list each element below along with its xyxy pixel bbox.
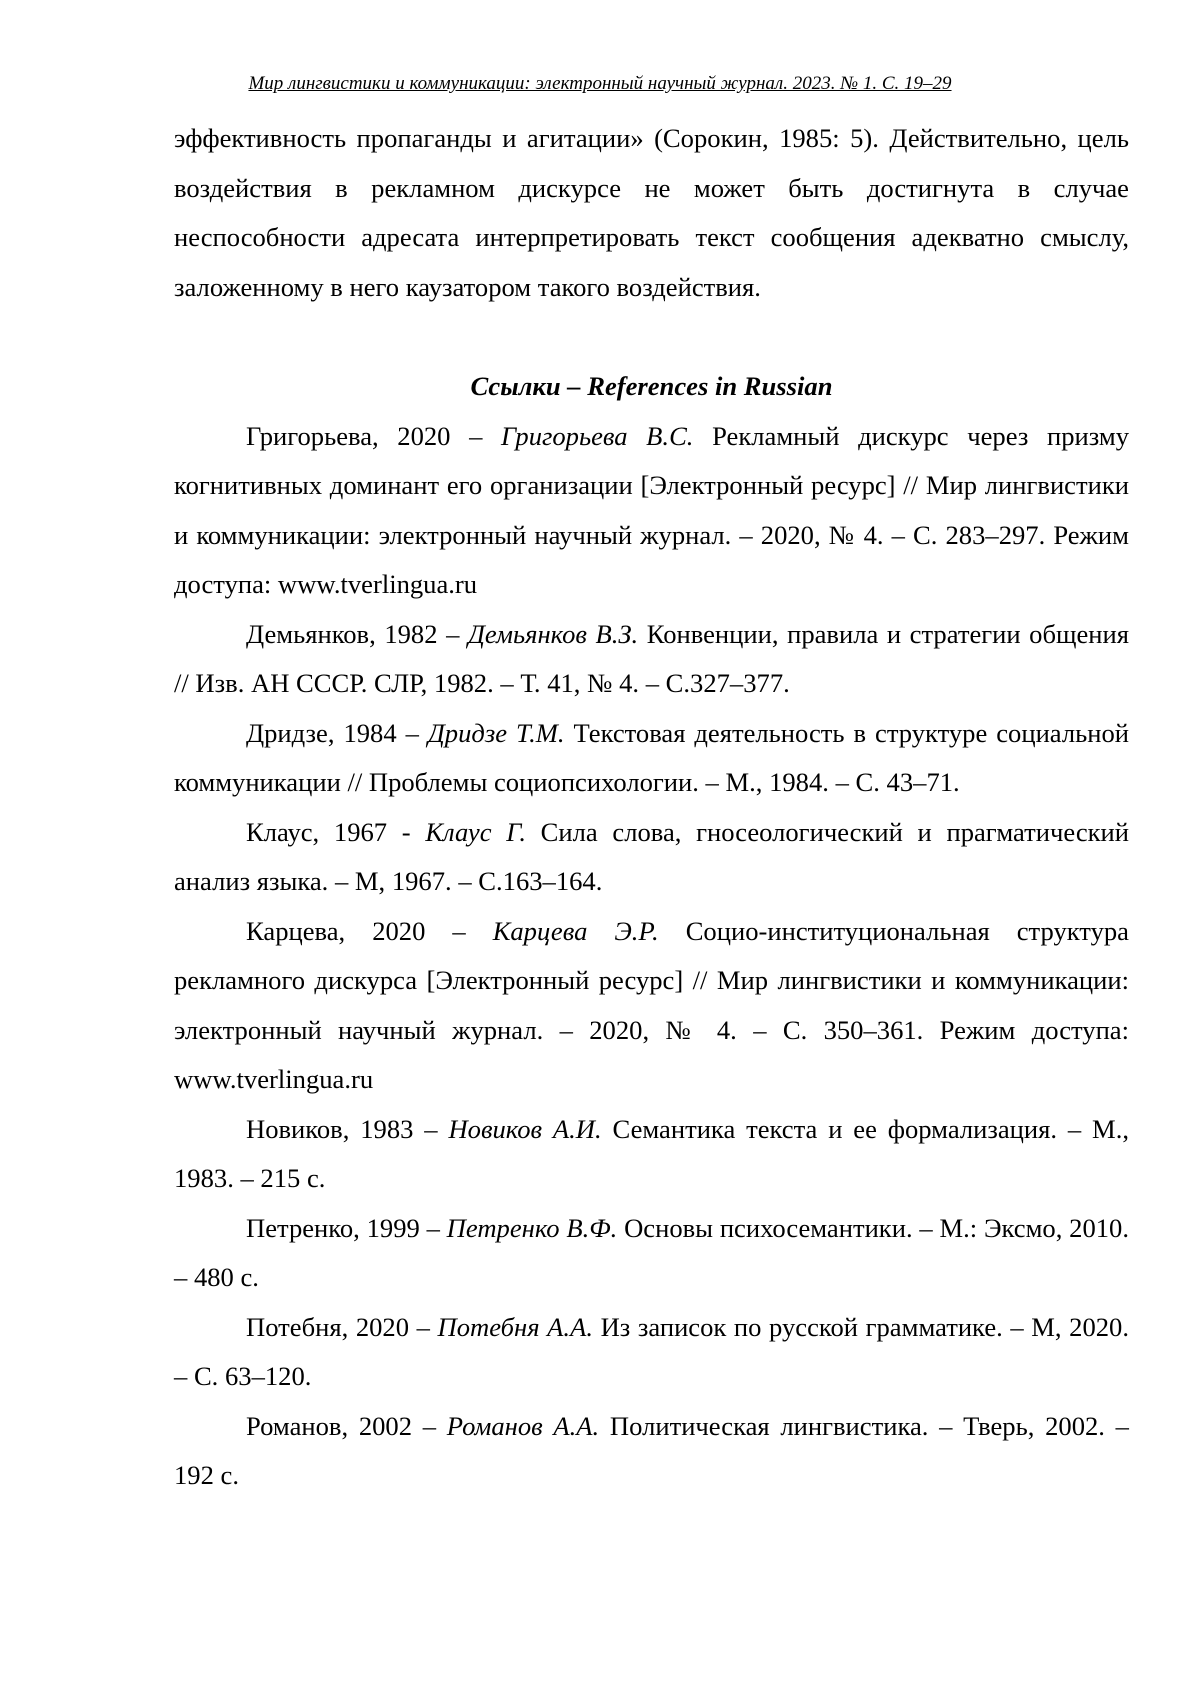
reference-item	[174, 1105, 1129, 1204]
reference-text: Сила слова, гносеологический и прагматический анализ языка. – М, 1967. – С.163–164.	[174, 816, 1130, 896]
running-header: Мир лингвистики и коммуникации: электронный научный журнал. 2023. № 1. С. 19–29	[248, 73, 952, 94]
reference-author: Романов А.А.	[446, 1410, 600, 1441]
reference-key: Дридзе, 1984 –	[246, 717, 428, 748]
reference-item	[174, 412, 1129, 610]
reference-item	[174, 709, 1129, 808]
reference-author: Новиков А.И.	[448, 1113, 602, 1144]
reference-item	[174, 1204, 1129, 1303]
reference-text: Из записок по русской грамматике. – М, 2020. – С. 63–120.	[174, 1311, 1129, 1391]
page-content	[174, 114, 1129, 1501]
reference-key: Демьянков, 1982 –	[246, 618, 468, 649]
reference-author: Потебня А.А.	[437, 1311, 593, 1342]
reference-text: Семантика текста и ее формализация. – М., 1983. – 215 с.	[174, 1113, 1129, 1193]
references-title: Ссылки – References in Russian	[470, 371, 833, 401]
reference-key: Клаус, 1967 -	[246, 816, 426, 847]
reference-text: Основы психосемантики. – М.: Эксмо, 2010. – 480 с.	[174, 1212, 1129, 1292]
reference-text: Социо-институциональная структура рекламного дискурса [Электронный ресурс] // Мир лингвистики и коммуникации: электронный научный журнал. – 2020, № 4. – С. 350–361. Режим доступа: www.tverlingua.ru	[174, 915, 1129, 1094]
reference-item	[174, 610, 1129, 709]
reference-item	[174, 907, 1129, 1105]
reference-key: Карцева, 2020 –	[246, 915, 493, 946]
reference-text: Политическая лингвистика. – Тверь, 2002. – 192 с.	[174, 1410, 1129, 1490]
reference-text: Конвенции, правила и стратегии общения // Изв. АН СССР. СЛР, 1982. – Т. 41, № 4. – С.327–377.	[174, 618, 1129, 698]
reference-text: Рекламный дискурс через призму когнитивных доминант его организации [Электронный ресурс] // Мир лингвистики и коммуникации: электронный научный журнал. – 2020, № 4. – С. 283–297. Режим доступа: www.tverlingua.ru	[174, 420, 1129, 599]
reference-key: Петренко, 1999 –	[246, 1212, 447, 1243]
reference-item	[174, 808, 1129, 907]
reference-text: Текстовая деятельность в структуре социальной коммуникации // Проблемы социопсихологии. – М., 1984. – С. 43–71.	[174, 717, 1129, 797]
reference-author: Клаус Г.	[425, 816, 526, 847]
reference-key: Потебня, 2020 –	[246, 1311, 438, 1342]
reference-author: Григорьева В.С.	[501, 420, 694, 451]
intro-paragraph: эффективность пропаганды и агитации» (Сорокин, 1985: 5). Действительно, цель воздействия в рекламном дискурсе не может быть достигнута в случае неспособности адресата интерпретировать текст сообщения адекватно смыслу, заложенному в него каузатором такого воздействия.	[174, 123, 1129, 302]
reference-key: Романов, 2002 –	[246, 1410, 447, 1441]
reference-author: Карцева Э.Р.	[492, 915, 659, 946]
reference-author: Дридзе Т.М.	[427, 717, 565, 748]
reference-key: Новиков, 1983 –	[246, 1113, 449, 1144]
reference-key: Григорьева, 2020 –	[246, 420, 502, 451]
reference-item	[174, 1402, 1129, 1501]
reference-author: Демьянков В.З.	[467, 618, 639, 649]
reference-author: Петренко В.Ф.	[446, 1212, 618, 1243]
reference-item	[174, 1303, 1129, 1402]
